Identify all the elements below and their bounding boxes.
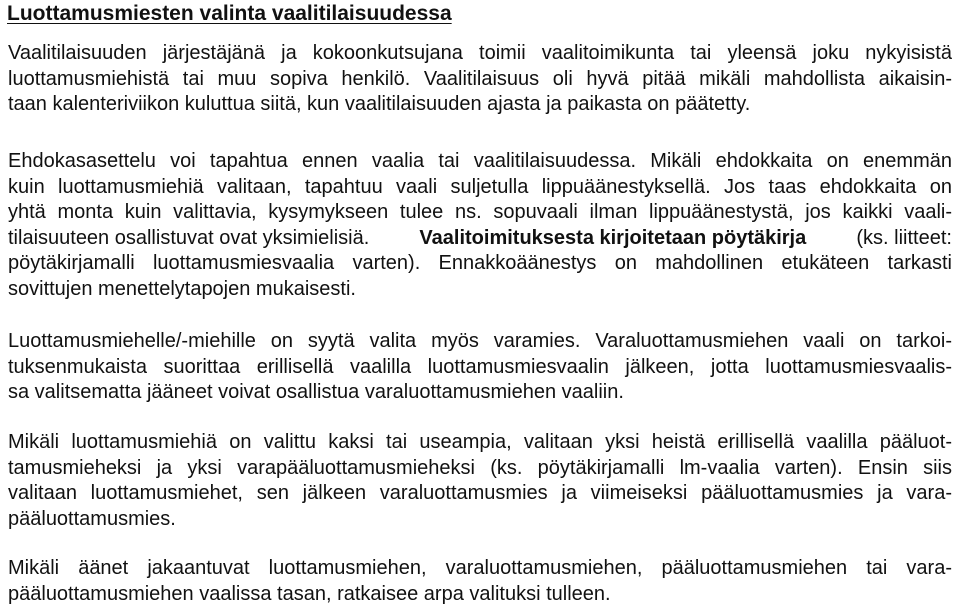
paragraph-line: valitaan luottamusmiehet, sen jälkeen varaluottamusmies ja viimeiseksi pääluottamusmies ja vara-	[8, 482, 952, 504]
line-segment: tilaisuuteen osallistuvat ovat yksimielisiä.	[8, 226, 375, 249]
paragraph-line: pöytäkirjamalli luottamusmiesvaalia varten). Ennakkoäänestys on mahdollinen etukäteen tarkasti	[8, 252, 952, 274]
paragraph-line: luottamusmiehistä tai muu sopiva henkilö. Vaalitilaisuus oli hyvä pitää mikäli mahdollista aikaisin-	[8, 67, 952, 90]
paragraph-line: sovittujen menettelytapojen mukaisesti.	[8, 277, 356, 300]
paragraph-line: Mikäli äänet jakaantuvat luottamusmiehen, varaluottamusmiehen, pääluottamusmiehen tai vara-	[8, 557, 952, 579]
paragraph-line: Mikäli luottamusmiehiä on valittu kaksi tai useampia, valitaan yksi heistä erillisellä vaalilla pääluot-	[8, 431, 952, 453]
paragraph-line: kuin luottamusmiehiä valitaan, tapahtuu vaali suljetulla lippuäänestyksellä. Jos taas ehdokkaita on	[8, 175, 952, 198]
paragraph-line: pääluottamusmies.	[8, 507, 176, 530]
paragraph-deputy	[8, 329, 952, 406]
paragraph-line: Luottamusmiehelle/-miehille on syytä valita myös varamies. Varaluottamusmiehen vaali on tarkoi-	[8, 330, 952, 352]
paragraph-line: Vaalitilaisuuden järjestäjänä ja kokoonkutsujana toimii vaalitoimikunta tai yleensä joku nykyisistä	[8, 42, 952, 64]
paragraph-line: tuksenmukaista suorittaa erillisellä vaalilla luottamusmiesvaalin jälkeen, jotta luottamusmiesvaalis-	[8, 355, 952, 378]
paragraph-line: tamusmieheksi ja yksi varapääluottamusmieheksi (ks. pöytäkirjamalli lm-vaalia varten). Ensin siis	[8, 456, 952, 479]
paragraph-line: pääluottamusmiehen vaalissa tasan, ratkaisee arpa valituksi tulleen.	[8, 582, 611, 605]
page-title: Luottamusmiesten valinta vaalitilaisuudessa	[7, 2, 452, 25]
paragraph-nomination	[8, 149, 952, 302]
paragraph-line: taan kalenteriviikon kuluttua siitä, kun vaalitilaisuuden ajasta ja paikasta on päätetty.	[8, 93, 751, 115]
paragraph-chief	[8, 430, 952, 532]
paragraph-line: yhtä monta kuin valittavia, kysymykseen tulee ns. sopuvaali ilman lippuäänestystä, jos kaikki vaali-	[8, 201, 952, 223]
minutes-emphasis: Vaalitoimituksesta kirjoitetaan pöytäkirja	[419, 226, 807, 249]
paragraph-tie	[8, 556, 952, 607]
paragraph-line: Ehdokasasettelu voi tapahtua ennen vaalia tai vaalitilaisuudessa. Mikäli ehdokkaita on enemmän	[8, 150, 952, 172]
paragraph-line: sa valitsematta jääneet voivat osallistua varaluottamusmiehen vaaliin.	[8, 381, 624, 403]
paragraph-line-mixed	[8, 226, 952, 252]
paragraph-organizer	[8, 41, 952, 118]
line-segment: (ks. liitteet:	[850, 226, 952, 249]
